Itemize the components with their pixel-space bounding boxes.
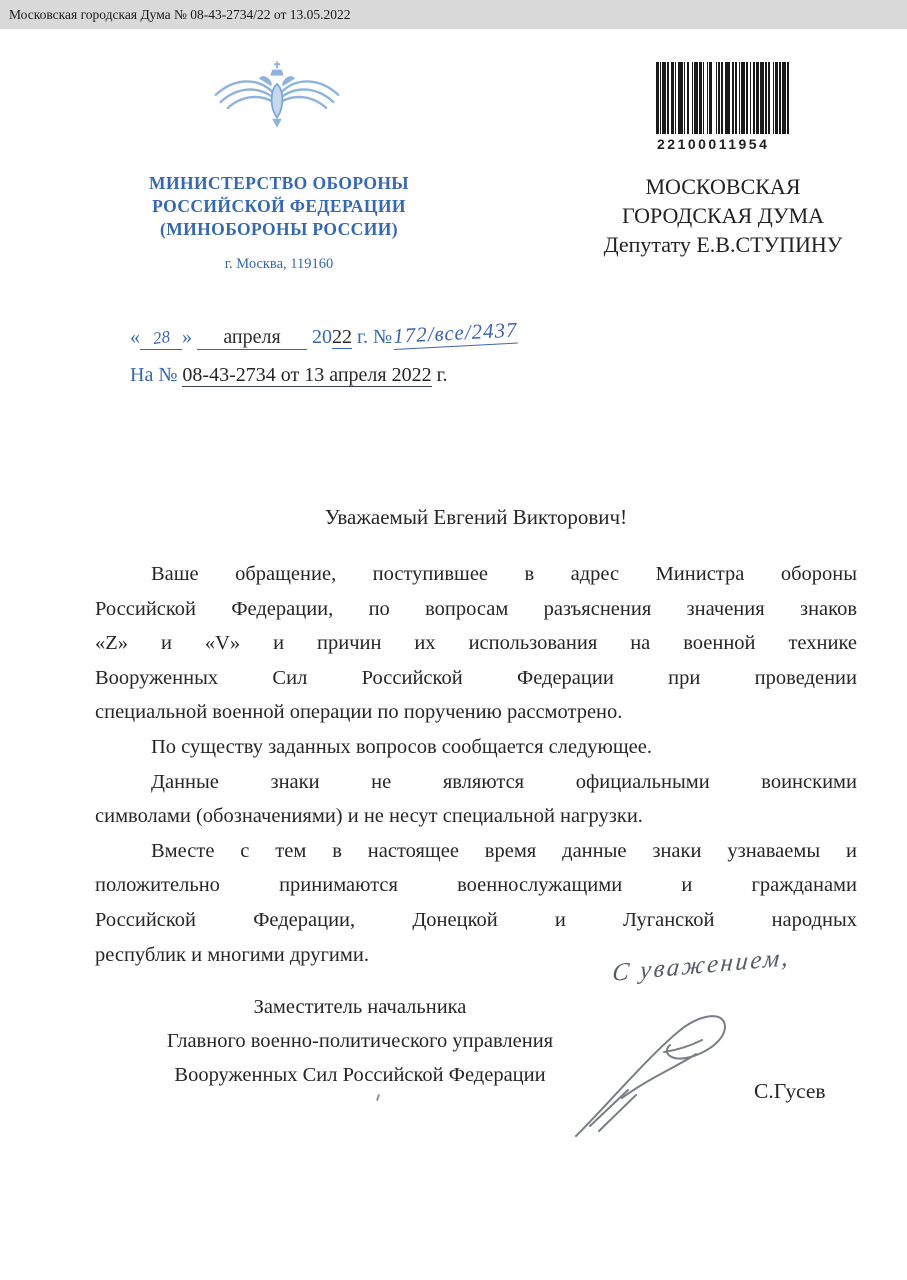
recipient-line-3: Депутату Е.В.СТУПИНУ [603, 232, 843, 257]
handwritten-closing: С уважением, [611, 944, 792, 987]
barcode-number: 22100011954 [657, 136, 770, 152]
org-line-3: (МИНОБОРОНЫ РОССИИ) [160, 219, 398, 239]
letterhead-address: г. Москва, 119160 [224, 256, 334, 272]
salutation: Уважаемый Евгений Викторович! [324, 505, 628, 529]
body-line: Данные знаки не являются официальными воинскими [151, 770, 857, 793]
body-line: Ваше обращение, поступившее в адрес Министра обороны [151, 563, 857, 585]
reference-prefix: На № [130, 364, 178, 386]
outgoing-number-field [393, 318, 519, 350]
recipient-line-2: ГОРОДСКАЯ ДУМА [621, 203, 825, 228]
number-label: г. № [357, 326, 393, 348]
reference-line [130, 364, 448, 387]
close-quote: » [182, 326, 192, 348]
body-line: Российской Федерации, по вопросам разъяснения значения знаков [95, 597, 857, 620]
signer-position-line-3: Вооруженных Сил Российской Федерации [174, 1064, 546, 1086]
recipient-line-1: МОСКОВСКАЯ [645, 174, 801, 199]
barcode [656, 62, 796, 134]
signature-stroke [566, 998, 756, 1143]
signer-position-line-1: Заместитель начальника [253, 996, 467, 1018]
month-field: апреля [197, 326, 307, 350]
scan-caption-bar [0, 0, 907, 29]
open-quote: « [130, 326, 140, 348]
body-line: По существу заданных вопросов сообщается следующее. [151, 735, 652, 758]
body-line: Вооруженных Сил Российской Федерации при проведении [95, 666, 857, 689]
recipient-block [578, 172, 868, 259]
body-line: республик и многими другими. [95, 943, 369, 966]
body-line: символами (обозначениями) и не несут специальной нагрузки. [95, 805, 643, 828]
scan-caption-text: Московская городская Дума № 08-43-2734/22 от 13.05.2022 [9, 6, 351, 22]
handwritten-day: 28 [151, 326, 171, 349]
reference-suffix: г. [436, 364, 448, 386]
org-line-2: РОССИЙСКОЙ ФЕДЕРАЦИИ [152, 196, 406, 216]
signer-position-line-2: Главного военно-политического управления [166, 1030, 554, 1052]
handwritten-outgoing-number: 172/все/2437 [392, 317, 519, 349]
year-filled: 22 [332, 326, 352, 348]
body-line: «Z» и «V» и причин их использования на военной технике [95, 632, 857, 655]
body-line: Российской Федерации, Донецкой и Луганской народных [95, 908, 857, 931]
signer-name: С.Гусев [754, 1079, 826, 1103]
org-line-1: МИНИСТЕРСТВО ОБОРОНЫ [149, 173, 409, 193]
year-printed: 20 [312, 326, 332, 348]
letter-body [95, 557, 857, 972]
day-field [140, 326, 182, 350]
body-line: Вместе с тем в настоящее время данные знаки узнаваемы и [151, 839, 857, 862]
signer-position-block [118, 990, 602, 1092]
mod-eagle-emblem-icon [211, 52, 343, 134]
letterhead-org-name [109, 172, 449, 241]
reference-value: 08-43-2734 от 13 апреля 2022 [182, 364, 432, 386]
body-line: положительно принимаются военнослужащими и гражданами [95, 874, 857, 897]
date-number-line [130, 317, 519, 350]
body-line: специальной военной операции по поручению рассмотрено. [95, 701, 623, 724]
scan-speck [376, 1094, 380, 1101]
